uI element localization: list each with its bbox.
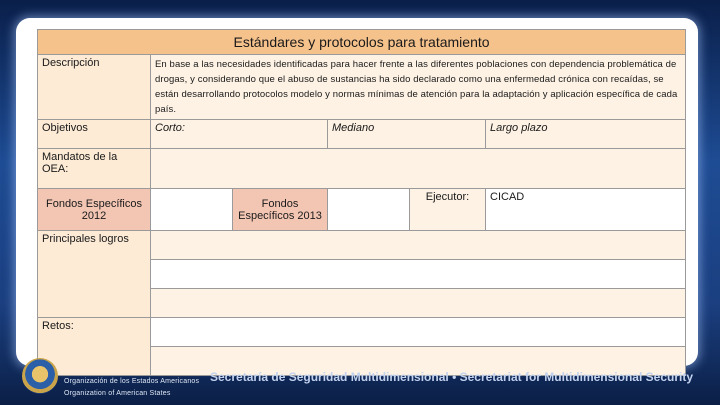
- label-fondos-2013: Fondos Específicos 2013: [233, 189, 328, 231]
- objetivo-corto[interactable]: Corto:: [151, 120, 328, 149]
- logros-row-1[interactable]: [151, 231, 686, 260]
- fondos-2012-cell[interactable]: [151, 189, 233, 231]
- logros-row-2[interactable]: [151, 260, 686, 289]
- logros-row-3[interactable]: [151, 289, 686, 318]
- table-title: Estándares y protocolos para tratamiento: [38, 30, 686, 55]
- org-name-en: Organization of American States: [64, 390, 171, 397]
- org-name-es: Organización de los Estados Americanos: [64, 378, 200, 385]
- ejecutor-value[interactable]: CICAD: [486, 189, 686, 231]
- label-objetivos: Objetivos: [38, 120, 151, 149]
- footer-tagline: Secretaría de Seguridad Multidimensional • Secretariat for Multidimensional Security: [210, 370, 693, 384]
- retos-row-1[interactable]: [151, 318, 686, 347]
- label-retos: Retos:: [38, 318, 151, 376]
- label-mandatos: Mandatos de la OEA:: [38, 149, 151, 189]
- label-ejecutor: Ejecutor:: [410, 189, 486, 231]
- mandatos-cell[interactable]: [151, 149, 686, 189]
- fondos-2013-cell[interactable]: [328, 189, 410, 231]
- objetivo-mediano[interactable]: Mediano: [328, 120, 486, 149]
- descripcion-text: En base a las necesidades identificadas para hacer frente a las diferentes poblaciones con dependencia problemática de drogas, y considerando que el abuso de sustancias ha sido declarado como una enfermedad crónica con recaídas, se están desarrollando protocolos modelo y normas mínimas de atención para la adaptación y aplicación específica de cada país.: [151, 55, 686, 120]
- label-fondos-2012: Fondos Específicos 2012: [38, 189, 151, 231]
- oas-seal-icon: [22, 358, 58, 394]
- project-table: [37, 29, 686, 376]
- objetivo-largo-plazo[interactable]: Largo plazo: [486, 120, 686, 149]
- label-descripcion: Descripción: [38, 55, 151, 120]
- label-logros: Principales logros: [38, 231, 151, 318]
